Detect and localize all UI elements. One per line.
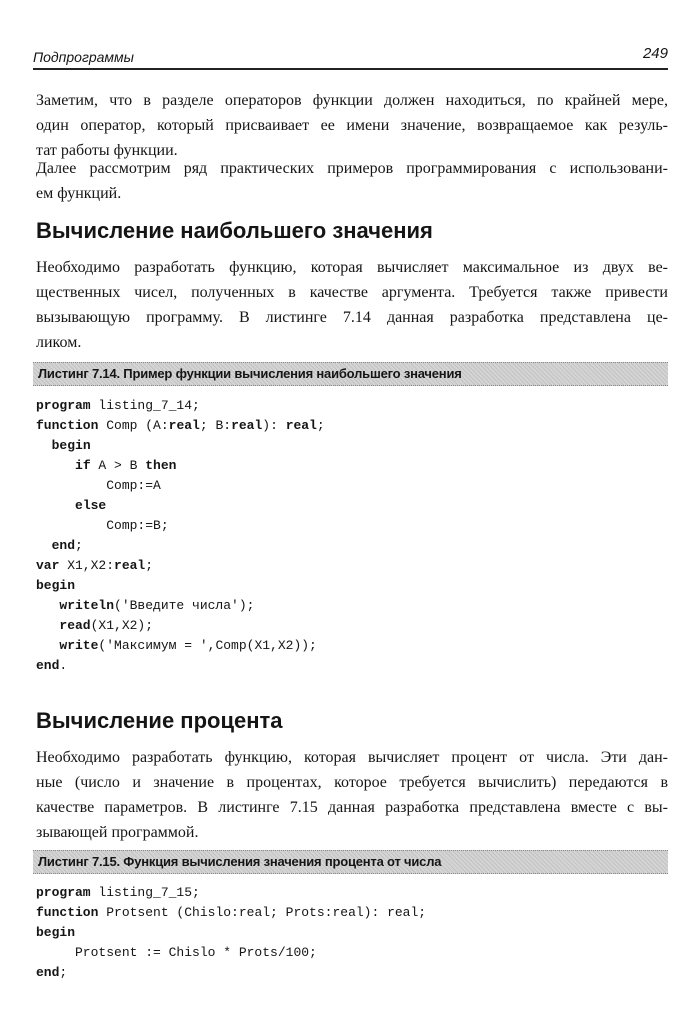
code-line (36, 903, 426, 923)
code-text (36, 438, 52, 453)
code-keyword: begin (36, 578, 76, 593)
text-line: тат работы функции. (36, 142, 178, 159)
code-text (36, 458, 75, 473)
code-keyword: if (75, 458, 91, 473)
code-keyword: begin (51, 438, 91, 453)
code-line (36, 476, 325, 496)
code-text: ; (75, 538, 83, 553)
code-keyword: else (75, 498, 107, 513)
section-paragraph (36, 745, 668, 845)
code-line (36, 943, 426, 963)
code-keyword: function (36, 905, 99, 920)
code-text: Comp:=A (36, 478, 161, 493)
code-text: X1,X2: (59, 558, 115, 573)
code-keyword: then (145, 458, 177, 473)
code-text: ; (316, 418, 325, 433)
code-line (36, 436, 325, 456)
code-text: . (59, 658, 68, 673)
text-line: один оператор, который присваивает ее имени значение, возвращаемое как резуль- (36, 117, 668, 134)
code-line (36, 596, 325, 616)
code-line (36, 883, 426, 903)
text-line: щественных чисел, полученных в качестве аргумента. Требуется также привести (36, 284, 668, 301)
code-text: ; (59, 965, 68, 980)
code-text: Protsent (Chislo:real; Prots:real): real; (98, 905, 427, 920)
listing-caption: Листинг 7.14. Пример функции вычисления наибольшего значения (38, 366, 462, 381)
code-line (36, 396, 325, 416)
running-header (33, 38, 668, 70)
code-text: ; B: (199, 418, 232, 433)
page-number: 249 (642, 45, 668, 62)
code-text: Protsent := Chislo * Prots/100; (36, 945, 317, 960)
code-keyword: program (36, 885, 91, 900)
running-header-title: Подпрограммы (33, 49, 134, 65)
text-line: качестве параметров. В листинге 7.15 данная разработка представлена вместе с вы- (36, 799, 668, 816)
code-keyword: begin (36, 925, 76, 940)
code-text (36, 638, 59, 653)
listing-caption-bar (33, 362, 668, 386)
code-text: Comp:=B; (36, 518, 169, 533)
code-text: ('Максимум = ',Comp(X1,X2)); (98, 638, 317, 653)
code-listing (36, 883, 426, 983)
text-line: Необходимо разработать функцию, которая вычисляет максимальное из двух ве- (36, 259, 668, 276)
code-line (36, 496, 325, 516)
code-line (36, 456, 325, 476)
code-line (36, 536, 325, 556)
text-line: Далее рассмотрим ряд практических примеров программирования с использовани- (36, 160, 668, 177)
code-text: (X1,X2); (90, 618, 154, 633)
code-line (36, 636, 325, 656)
code-line (36, 656, 325, 676)
code-keyword: real (231, 418, 263, 433)
section-heading: Вычисление наибольшего значения (36, 218, 433, 243)
code-text (36, 538, 52, 553)
code-keyword: write (59, 638, 99, 653)
code-text: ; (145, 558, 154, 573)
code-keyword: writeln (59, 598, 115, 613)
code-keyword: program (36, 398, 91, 413)
code-text (36, 618, 59, 633)
section-paragraph (36, 255, 668, 355)
code-text: ('Введите числа'); (114, 598, 255, 613)
code-keyword: var (36, 558, 60, 573)
code-text: ): (262, 418, 286, 433)
intro-paragraph-2 (36, 156, 668, 206)
code-text (36, 598, 59, 613)
intro-paragraph-1 (36, 88, 668, 163)
code-keyword: read (59, 618, 91, 633)
text-line: ликом. (36, 334, 82, 351)
code-keyword: real (114, 558, 146, 573)
code-text: listing_7_15; (90, 885, 200, 900)
code-text: Comp (A: (98, 418, 169, 433)
code-text: A > B (90, 458, 146, 473)
code-keyword: real (168, 418, 200, 433)
text-line: зывающей программой. (36, 824, 199, 841)
code-keyword: end (36, 658, 60, 673)
listing-caption: Листинг 7.15. Функция вычисления значения процента от числа (38, 854, 442, 869)
code-text (36, 498, 75, 513)
code-line (36, 616, 325, 636)
code-line (36, 516, 325, 536)
code-keyword: function (36, 418, 99, 433)
code-line (36, 576, 325, 596)
code-listing (36, 396, 325, 676)
code-keyword: end (51, 538, 76, 553)
code-line (36, 416, 325, 436)
code-keyword: end (36, 965, 60, 980)
code-text: listing_7_14; (90, 398, 200, 413)
text-line: Необходимо разработать функцию, которая вычисляет процент от числа. Эти дан- (36, 749, 668, 766)
text-line: ем функций. (36, 185, 122, 202)
text-line: вызывающую программу. В листинге 7.14 данная разработка представлена це- (36, 309, 668, 326)
code-keyword: real (285, 418, 317, 433)
text-line: ные (число и значение в процентах, которое требуется вычислить) передаются в (36, 774, 668, 791)
code-line (36, 963, 426, 983)
listing-caption-bar (33, 850, 668, 874)
code-line (36, 556, 325, 576)
section-heading: Вычисление процента (36, 708, 283, 733)
code-line (36, 923, 426, 943)
text-line: Заметим, что в разделе операторов функции должен находиться, по крайней мере, (36, 92, 668, 109)
